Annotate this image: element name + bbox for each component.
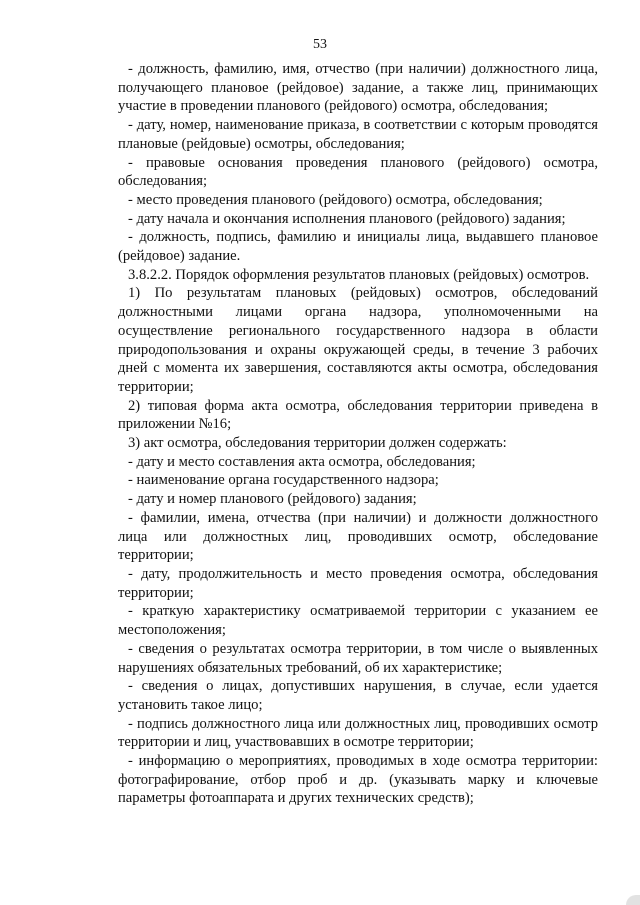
- paragraph: - дату и номер планового (рейдового) задания;: [128, 491, 417, 508]
- paragraph: - место проведения планового (рейдового) осмотра, обследования;: [128, 191, 543, 208]
- paragraph: - дату, номер, наименование приказа, в соответствии с которым проводятся плановые (рейдовые) осмотры, обследования;: [118, 117, 598, 152]
- paragraph: - дату и место составления акта осмотра, обследования;: [128, 453, 476, 470]
- paragraph: - краткую характеристику осматриваемой территории с указанием ее местоположения;: [118, 603, 598, 639]
- paragraph: - дату, продолжительность и место проведения осмотра, обследования территории;: [118, 565, 598, 601]
- paragraph: 3) акт осмотра, обследования территории должен содержать:: [128, 435, 507, 452]
- paragraph: - должность, фамилию, имя, отчество (при наличии) должностного лица, получающего плановое (рейдовое) задание, а также лиц, принимающих участие в проведении планового (рейдового) осмотра, обследования;: [118, 61, 598, 115]
- paragraph: - подпись должностного лица или должностных лиц, проводивших осмотр территории и лиц, участвовавших в осмотре территории;: [118, 715, 598, 751]
- paragraph: - дату начала и окончания исполнения планового (рейдового) задания;: [128, 210, 566, 227]
- paragraph: - правовые основания проведения планового (рейдового) осмотра, обследования;: [118, 154, 598, 190]
- paragraph: 2) типовая форма акта осмотра, обследования территории приведена в приложении №16;: [118, 397, 598, 433]
- page-number: 53: [313, 37, 327, 52]
- paragraph: - сведения о результатах осмотра территории, в том числе о выявленных нарушениях обязательных требований, об их характеристике;: [118, 640, 598, 676]
- paragraph: 1) По результатам плановых (рейдовых) осмотров, обследований должностными лицами органа надзора, уполномоченными на осуществление регионального государственного надзора в области природопользования и охраны окружающей среды, в течение 3 рабочих дней с момента их завершения, составляются акты осмотра, обследования территории;: [118, 285, 598, 395]
- paragraph: - фамилии, имена, отчества (при наличии) и должности должностного лица или должностных лиц, проводивших осмотр, обследование территории;: [118, 509, 598, 564]
- document-body: [118, 60, 598, 808]
- page-corner-mark: [626, 895, 640, 905]
- paragraph: - информацию о мероприятиях, проводимых в ходе осмотра территории: фотографирование, отбор проб и др. (указывать марку и ключевые параметры фотоаппарата и других технических средств);: [118, 753, 598, 807]
- paragraph: - должность, подпись, фамилию и инициалы лица, выдавшего плановое (рейдовое) задание.: [118, 229, 598, 265]
- paragraph: - сведения о лицах, допустивших нарушения, в случае, если удается установить такое лицо;: [118, 678, 598, 713]
- paragraph: - наименование органа государственного надзора;: [128, 472, 439, 489]
- section-heading-3-8-2-2: 3.8.2.2. Порядок оформления результатов плановых (рейдовых) осмотров.: [128, 266, 590, 283]
